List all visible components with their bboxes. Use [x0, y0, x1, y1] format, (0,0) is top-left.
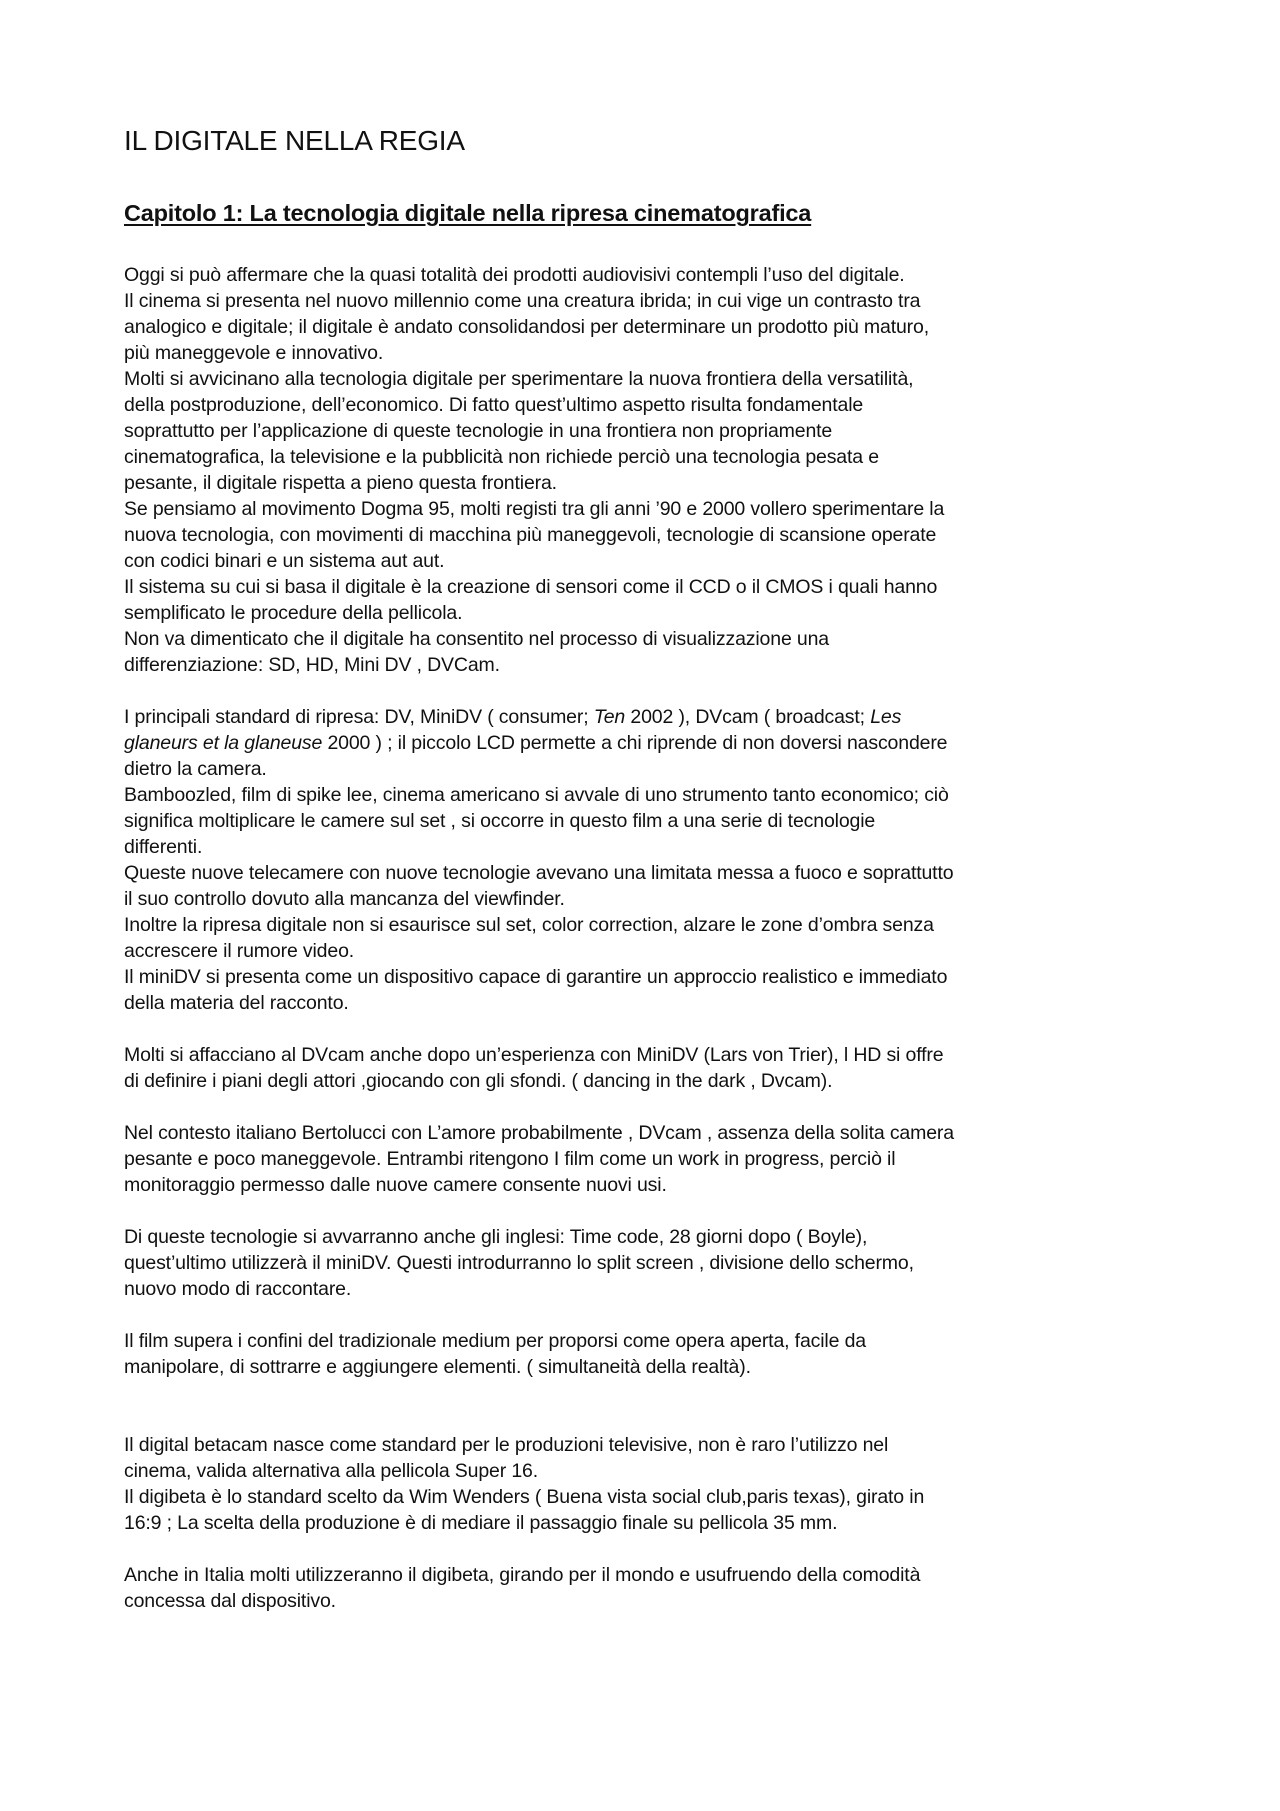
text-run: 2002 ), DVcam ( broadcast; — [625, 706, 871, 728]
text-line: Bamboozled, film di spike lee, cinema americano si avvale di uno strumento tanto economico; ciò — [124, 784, 949, 806]
text-line: cinema, valida alternativa alla pellicola Super 16. — [124, 1460, 539, 1482]
text-line: monitoraggio permesso dalle nuove camere consente nuovi usi. — [124, 1174, 667, 1196]
text-line: differenti. — [124, 836, 203, 858]
document-body — [124, 262, 1174, 1614]
italic-title: Les — [870, 706, 902, 728]
paragraph — [124, 1562, 1174, 1614]
text-line: semplificato le procedure della pellicola. — [124, 602, 463, 624]
text-line: significa moltiplicare le camere sul set , si occorre in questo film a una serie di tecnologie — [124, 810, 876, 832]
text-run: I principali standard di ripresa: DV, MiniDV ( consumer; — [124, 706, 594, 728]
paragraph — [124, 1328, 1174, 1380]
italic-title: Ten — [593, 706, 626, 728]
text-line: quest’ultimo utilizzerà il miniDV. Questi introdurranno lo split screen , divisione dello schermo, — [124, 1252, 914, 1274]
text-line: Inoltre la ripresa digitale non si esaurisce sul set, color correction, alzare le zone d’ombra senza — [124, 914, 934, 936]
text-line: Se pensiamo al movimento Dogma 95, molti registi tra gli anni ’90 e 2000 vollero sperimentare la — [124, 498, 945, 520]
text-line: soprattutto per l’applicazione di queste tecnologie in una frontiera non propriamente — [124, 420, 833, 442]
text-line — [124, 730, 1174, 756]
text-line: concessa dal dispositivo. — [124, 1590, 336, 1612]
text-line: Il film supera i confini del tradizionale medium per proporsi come opera aperta, facile da — [124, 1330, 866, 1352]
text-line: Il miniDV si presenta come un dispositivo capace di garantire un approccio realistico e immediato — [124, 966, 948, 988]
paragraph-spacer — [124, 1016, 1174, 1042]
paragraph — [124, 1224, 1174, 1302]
text-line: Il digital betacam nasce come standard per le produzioni televisive, non è raro l’utilizzo nel — [124, 1434, 889, 1456]
text-line: pesante e poco maneggevole. Entrambi ritengono I film come un work in progress, perciò il — [124, 1148, 896, 1170]
chapter-heading: Capitolo 1: La tecnologia digitale nella ripresa cinematografica — [124, 200, 812, 226]
text-line: pesante, il digitale rispetta a pieno questa frontiera. — [124, 472, 557, 494]
italic-title: glaneurs et la glaneuse — [124, 732, 323, 754]
text-line: di definire i piani degli attori ,giocando con gli sfondi. ( dancing in the dark , Dvcam). — [124, 1070, 833, 1092]
text-line: differenziazione: SD, HD, Mini DV , DVCam. — [124, 654, 500, 676]
paragraph-spacer — [124, 1302, 1174, 1328]
paragraph-spacer — [124, 1536, 1174, 1562]
text-line: cinematografica, la televisione e la pubblicità non richiede perciò una tecnologia pesata e — [124, 446, 879, 468]
text-line: Il cinema si presenta nel nuovo millennio come una creatura ibrida; in cui vige un contrasto tra — [124, 290, 921, 312]
text-line — [124, 704, 1174, 730]
paragraph — [124, 1120, 1174, 1198]
text-line: dietro la camera. — [124, 758, 267, 780]
text-line: con codici binari e un sistema aut aut. — [124, 550, 445, 572]
paragraph — [124, 262, 1174, 678]
text-line: manipolare, di sottrarre e aggiungere elementi. ( simultaneità della realtà). — [124, 1356, 751, 1378]
paragraph-spacer — [124, 678, 1174, 704]
text-line: Oggi si può affermare che la quasi totalità dei prodotti audiovisivi contempli l’uso del digitale. — [124, 264, 905, 286]
paragraph-spacer — [124, 1380, 1174, 1432]
paragraph — [124, 1042, 1174, 1094]
paragraph — [124, 704, 1174, 1016]
paragraph-spacer — [124, 1198, 1174, 1224]
text-line: nuova tecnologia, con movimenti di macchina più maneggevoli, tecnologie di scansione operate — [124, 524, 937, 546]
text-line: Di queste tecnologie si avvarranno anche gli inglesi: Time code, 28 giorni dopo ( Boyle), — [124, 1226, 868, 1248]
text-line: 16:9 ; La scelta della produzione è di mediare il passaggio finale su pellicola 35 mm. — [124, 1512, 838, 1534]
text-line: Queste nuove telecamere con nuove tecnologie avevano una limitata messa a fuoco e soprattutto — [124, 862, 954, 884]
text-line: più maneggevole e innovativo. — [124, 342, 384, 364]
text-line: Nel contesto italiano Bertolucci con L’amore probabilmente , DVcam , assenza della solita camera — [124, 1122, 954, 1144]
text-line: Anche in Italia molti utilizzeranno il digibeta, girando per il mondo e usufruendo della comodità — [124, 1564, 921, 1586]
paragraph-spacer — [124, 1094, 1174, 1120]
text-line: Molti si avvicinano alla tecnologia digitale per sperimentare la nuova frontiera della versatilità, — [124, 368, 914, 390]
text-line: nuovo modo di raccontare. — [124, 1278, 352, 1300]
text-run: 2000 ) ; il piccolo LCD permette a chi riprende di non doversi nascondere — [322, 732, 948, 754]
paragraph — [124, 1432, 1174, 1536]
text-line: analogico e digitale; il digitale è andato consolidandosi per determinare un prodotto più maturo, — [124, 316, 929, 338]
text-line: Non va dimenticato che il digitale ha consentito nel processo di visualizzazione una — [124, 628, 829, 650]
text-line: il suo controllo dovuto alla mancanza del viewfinder. — [124, 888, 565, 910]
text-line: accrescere il rumore video. — [124, 940, 355, 962]
text-line: della materia del racconto. — [124, 992, 349, 1014]
document-page — [124, 124, 1174, 1614]
text-line: Il digibeta è lo standard scelto da Wim Wenders ( Buena vista social club,paris texas), girato in — [124, 1486, 925, 1508]
text-line: Il sistema su cui si basa il digitale è la creazione di sensori come il CCD o il CMOS i quali hanno — [124, 576, 938, 598]
document-title: IL DIGITALE NELLA REGIA — [124, 125, 465, 156]
text-line: Molti si affacciano al DVcam anche dopo un’esperienza con MiniDV (Lars von Trier), l HD si offre — [124, 1044, 944, 1066]
text-line: della postproduzione, dell’economico. Di fatto quest’ultimo aspetto risulta fondamentale — [124, 394, 864, 416]
